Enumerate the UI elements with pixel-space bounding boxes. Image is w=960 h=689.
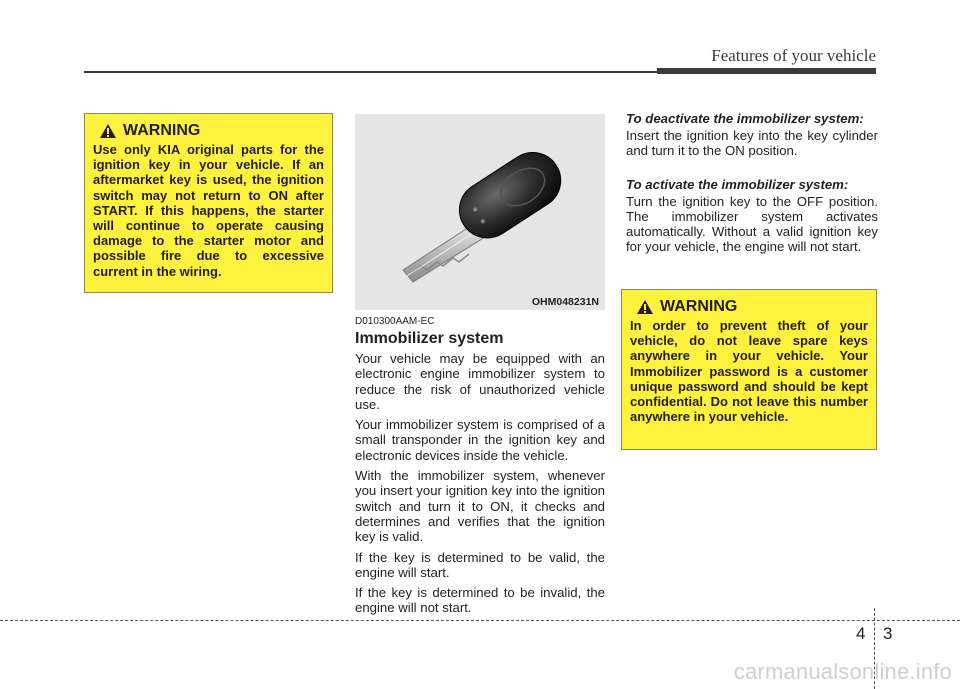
body-paragraph: Your immobilizer system is comprised of a small transponder in the ignition key and electronic devices inside the vehicle. [355,417,605,463]
warning-body: In order to prevent theft of your vehicle, do not leave spare keys anywhere in your vehicle. Your Immobilizer password is a customer unique password and should be kept confidential. Do not leave this number anywhere in your vehicle. [630,318,868,425]
body-paragraph: If the key is determined to be invalid, the engine will not start. [355,585,605,616]
body-paragraph: Your vehicle may be equipped with an electronic engine immobilizer system to reduce the risk of unauthorized vehicle use. [355,351,605,412]
ignition-key-icon [355,114,605,310]
warning-box-spare-keys [621,289,877,450]
activate-heading: To activate the immobilizer system: [626,176,849,192]
section-code: D010300AAM-EC [355,316,435,327]
deactivate-heading: To deactivate the immobilizer system: [626,111,864,126]
page-header-title: Features of your vehicle [711,46,876,65]
warning-title: WARNING [660,298,738,315]
right-column [626,111,878,260]
header-rule [84,71,659,73]
section-body [355,351,605,621]
chapter-number: 4 [856,624,866,643]
header-rule-thick [657,68,876,74]
body-paragraph: With the immobilizer system, whenever you insert your ignition key into the ignition switch and turn it to ON, it checks and determines and verifies that the ignition key is valid. [355,468,605,545]
footer-rule [0,620,960,621]
section-heading: Immobilizer system [355,330,504,347]
warning-body: Use only KIA original parts for the ignition key in your vehicle. If an aftermarket key is used, the ignition switch may not return to ON after START. If this happens, the starter will continue to operate causing damage to the starter motor and possible fire due to excessive current in the wiring. [93,142,324,279]
figure-code: OHM048231N [531,296,599,308]
warning-box-aftermarket-key [84,113,333,293]
warning-heading [93,122,324,140]
watermark: carmanualsonline.info [733,659,952,684]
warning-triangle-icon [99,123,117,139]
deactivate-text: Insert the ignition key into the key cylinder and turn it to the ON position. [626,128,878,159]
warning-heading [630,298,868,316]
activate-text: Turn the ignition key to the OFF position. The immobilizer system activates automatically. Without a valid ignition key for your vehicle, the engine will not start. [626,193,878,255]
ignition-key-figure [355,114,605,310]
page-number: 3 [883,624,893,643]
warning-title: WARNING [123,122,201,139]
body-paragraph: If the key is determined to be valid, the engine will start. [355,549,605,580]
warning-triangle-icon [636,299,654,315]
